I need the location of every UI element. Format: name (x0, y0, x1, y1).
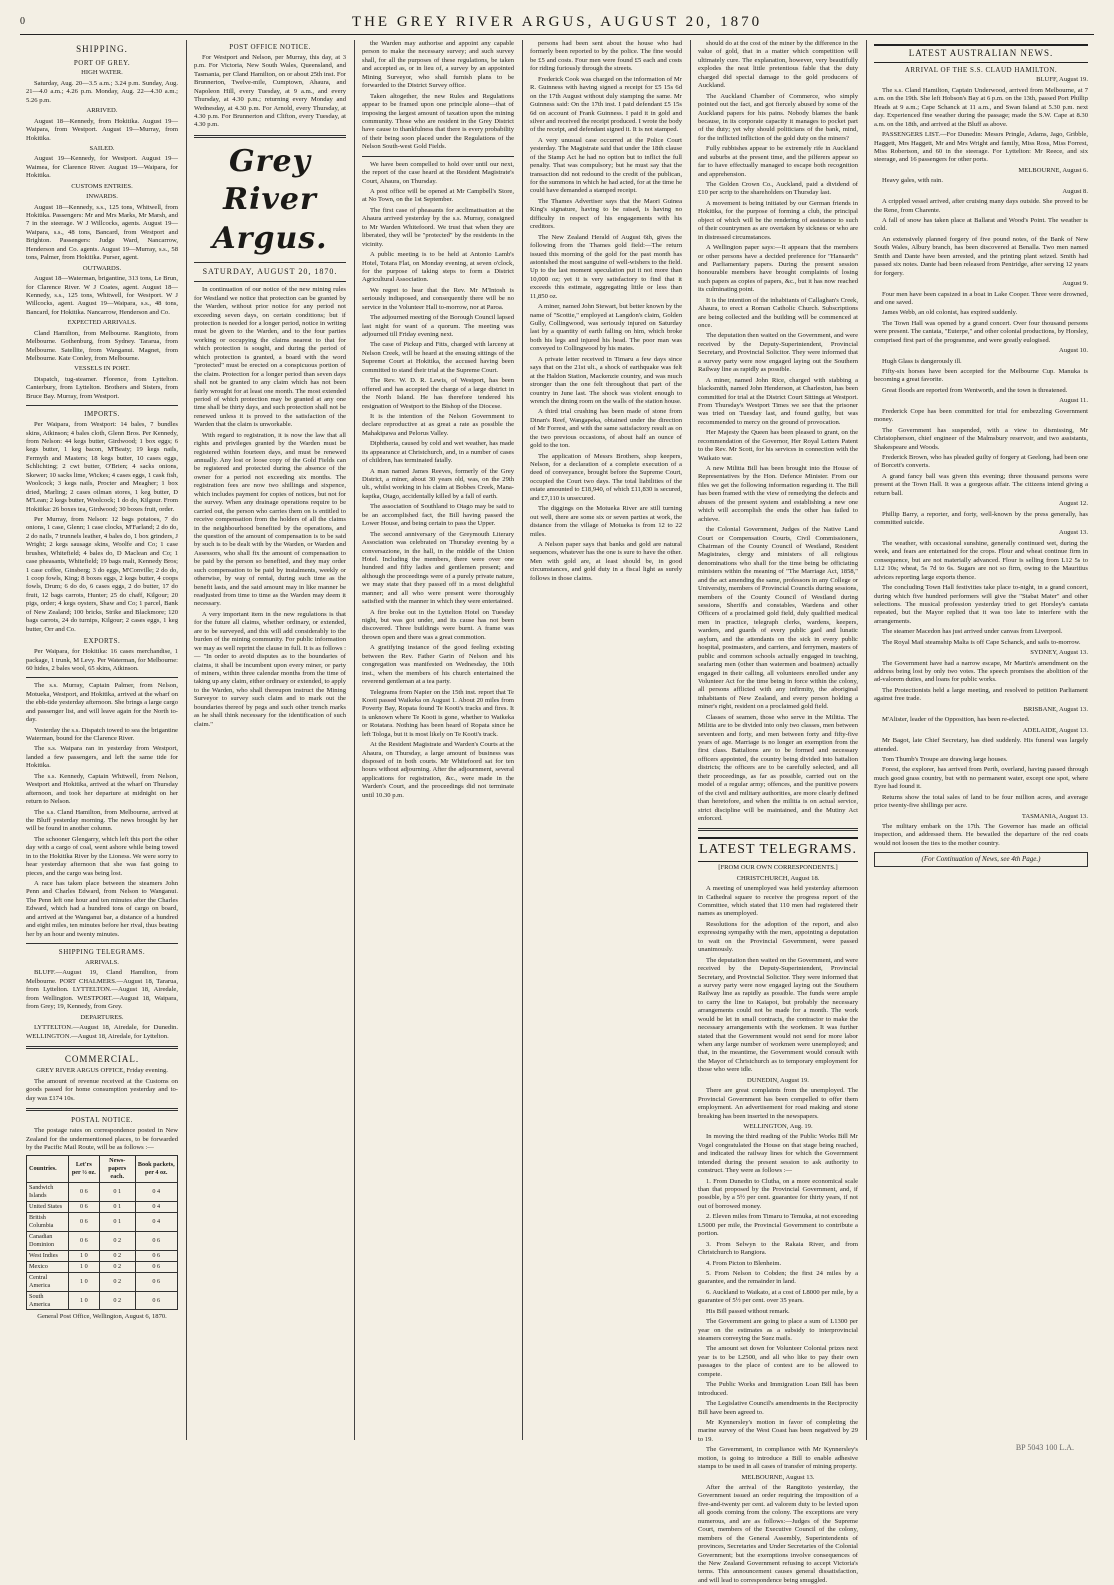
australian-news-item: The Protectionists held a large meeting, and resolved to petition Parliament against free trade. (874, 686, 1088, 703)
postal-rate-cell: 0 4 (135, 1183, 177, 1202)
postal-rate-row (27, 1250, 178, 1261)
wellington-telegram: In moving the third reading of the Public Works Bill Mr Vogel congratulated the House on that stage being reached, and indicated the railway lines for which the Government intended during the present session to ask authority to construct. They were as follows :— (698, 1133, 858, 1175)
editorial-paragraph: With regard to registration, it is now the law that all rights and privileges granted by the Warden must be registered within fourteen days, and must be renewed annually. Any lost or loose copy of the Gold Fields can be registered and protected during the absence of the owner for a period not exceeding six months. The registration fees are now two shillings and sixpence, which includes payment for copies of notices, but not for the survey. When any drainage operations require to be carried out, the person who carries them on is entitled to receive compensation from the holders of all the claims in the neighbourhood benefited by the operations, and the question of the amount of compensation is to be said by such is to be dealt with by the Warden, or Warden and Assessors, who shall fix the amount of compensation to be paid by the person so benefited, and they may order such compensation to be paid by instalments, weekly or otherwise, by way of rental, during such time as the benefit lasts, and the said amount may in like manner be readjusted from time to time as the Warden may deem it necessary. (194, 431, 346, 608)
australian-news-item: Four men have been capsized in a boat in Lake Cooper. Three were drowned, and one saved. (874, 290, 1088, 306)
post-office-heading: POST OFFICE NOTICE. (229, 43, 311, 51)
postal-rate-cell: 0 6 (135, 1261, 177, 1272)
inwards-heading: INWARDS. (86, 193, 118, 201)
postal-rate-cell: 0 6 (68, 1202, 99, 1213)
postal-rate-row (27, 1291, 178, 1310)
australian-news-item: The Royal Mail steamship Malta is off Cape Schanck, and sails to-morrow. (882, 638, 1081, 646)
australian-news-item: Fifty-six horses have been accepted for the Melbourne Cup. Manuka is becoming a great favorite. (874, 368, 1088, 384)
arrived-list: August 18—Kennedy, from Hokitika. August 19—Waipara, from Westport. August 19—Murray, from Hokitika. (26, 117, 178, 142)
local-news-paragraph: We have been compelled to hold over until our next, the report of the case heard at the Resident Magistrate's Court, Ahaura, on Thursday. (362, 160, 514, 185)
local-news-paragraph: The association of Southland to Otago may be said to be an accomplished fact, the Bill having passed the Lower House, and being certain to pass the Upper. (362, 503, 514, 528)
postal-rate-row (27, 1261, 178, 1272)
postal-column-header: Let'rs per ½ oz. (68, 1156, 99, 1183)
australian-news-heading: LATEST AUSTRALIAN NEWS. (874, 44, 1088, 63)
column-editorial (188, 40, 352, 1440)
australian-news-item: Forest, the explorer, has arrived from Perth, overland, having passed through much good grass country, but with no permanent water, except one spot, where Eyre had found it. (874, 766, 1088, 791)
tel-arrivals: BLUFF.—August 19, Cland Hamilton, from Melbourne. PORT CHALMERS.—August 18, Tararua, from Lyttelton. LYTTELTON.—August 18, Airedale, from Wellington. WESTPORT.—August 18, Waipara, from Grey; 19, Kennedy, from Grey. (26, 969, 178, 1011)
australian-dateline: ADELAIDE, August 13. (1022, 726, 1088, 734)
postal-rate-cell: 0 6 (68, 1213, 99, 1232)
postal-rate-cell: United States (27, 1202, 69, 1213)
news-paragraph: The deputation then waited on the Government, and were received by the Deputy-Superintendent, Provincial Secretary, and Provincial Solicitor. They were informed that a survey party were now engaged laying out the Southern Railway line as rapidly as possible. (698, 332, 858, 374)
exports-heading: EXPORTS. (83, 637, 121, 646)
shipping-news: The s.s. Cland Hamilton, from Melbourne, arrived at the Bluff yesterday morning. The news brought by her will be found in another column. (26, 808, 178, 833)
telegrams-source: [FROM OUR OWN CORRESPONDENTS.] (718, 864, 838, 872)
page-number: 0 (20, 16, 25, 27)
news-paragraph: A Nelson paper says that banks and gold are natural sequences, whatever has the one is sure to have the other. Men with gold are, at least should be, in good circumstances, and gold duty in a fiscal light as surely follows in those claims. (530, 540, 682, 582)
bluff-dateline: BLUFF, August 19. (1036, 76, 1088, 84)
postal-rate-cell: 0 6 (135, 1231, 177, 1250)
arrived-heading: ARRIVED. (86, 107, 118, 115)
editorial-paragraph: A very important item in the new regulations is that for the future all claims, whether ordinary, or extended, are to be surveyed, and this will add considerably to the burden of the mining community. For public information we may as well reprint the clause in full. It is as follows :— "In order to avoid disputes as to the boundaries of claims, it shall be incumbent upon every miner, or party of miners, within three calendar months from the time of taking up any claim, either ordinary or extended, to apply to the Warden, who shall thereupon instruct the Mining Surveyor to survey such claim and to mark out the boundaries thereof by pegs and such other trench marks as he shall think necessary for the identification of such claim." (194, 610, 346, 728)
local-news-paragraph: A public meeting is to be held at Antonio Lamb's Hotel, Totara Flat, on Monday evening, at seven o'clock, for the purpose of taking steps to form a District Agricultural Association. (362, 251, 514, 284)
shipping-heading: SHIPPING. (76, 44, 128, 54)
postal-rate-cell: South America (27, 1291, 69, 1310)
postal-rate-row (27, 1202, 178, 1213)
post-office-body: For Westport and Nelson, per Murray, this day, at 3 p.m. For Victoria, New South Wales, Queensland, and Tasmania, per Cland Hamilton, on or about 25th inst. For Brunnerton, Twelve-mile, Cumptown, Ahaura, and Napoleon Hill, every Tuesday, at 9 a.m., and every Thursday, at 4.30 p.m.; returning every Monday and Wednesday, at 4.30 p.m. For Arnold, every Thursday, at 4.30 p.m. For Brunnerton and Clifton, every Tuesday, at 4.30 p.m. (194, 53, 346, 129)
wellington-telegram: 6. Auckland to Waikato, at a cost of L8000 per mile, by a guarantee of 5½ per cent. over 35 years. (698, 1288, 858, 1305)
shipping-news: The s.s. Murray, Captain Palmer, from Nelson, Motueka, Westport, and Hokitika, arrived at the wharf on the ebb-tide yesterday afternoon. She brings a large cargo and passenger list, and will leave again for the North to-day. (26, 682, 178, 724)
postal-rate-cell: 0 2 (99, 1261, 135, 1272)
australian-dateline: August 12. (1059, 500, 1088, 508)
masthead-title: THE GREY RIVER ARGUS, AUGUST 20, 1870 (351, 14, 763, 30)
news-paragraph: A movement is being initiated by our German friends in Hokitika, for the purpose of forming a club, the principal object of which will be the rendering of assistance to such of their countrymen as are overtaken by sickness or who are in distressed circumstances. (698, 199, 858, 241)
postal-rate-row (27, 1231, 178, 1250)
wellington-telegram: His Bill passed without remark. (706, 1307, 790, 1315)
shipping-news: A race has taken place between the steamers John Penn and Charles Edward, from Nelson to Wanganui. The Penn left one hour and ten minutes after the Charles Edward, which had a hundred tons of cargo on board, and arrived at the Wanganui bar, a distance of a hundred and eight miles, ten minutes before her rival, thus beating her by an hour and twenty minutes. (26, 880, 178, 938)
local-news-paragraph: A man named James Reeves, formerly of the Grey District, a miner, about 30 years old, was, on the 29th ult., whilst working in his claim at Bobbes Creek, Mana-kapika, Otago, accidentally killed by a fall of earth. (362, 467, 514, 500)
wellington-telegram: 5. From Nelson to Cobden; the first 24 miles by a guarantee, and the remainder in land. (698, 1269, 858, 1286)
wellington-telegram: 3. From Selwyn to the Rakaia River, and from Christchurch to Rangiora. (698, 1240, 858, 1257)
wellington-telegram: The Government are going to place a sum of L1300 per year on the estimates as a subsidy to interprovincial steamers conveying the Suez mails. (698, 1318, 858, 1343)
column-australian-news (868, 40, 1094, 1440)
high-water-times: Saturday, Aug. 20—3.5 a.m.; 3.24 p.m. Sunday, Aug. 21—4.0 a.m.; 4.26 p.m. Monday, Aug. 22—4.30 a.m.; 5.26 p.m. (26, 79, 178, 104)
postal-rate-cell: Mexico (27, 1261, 69, 1272)
postal-rate-cell: 0 2 (99, 1291, 135, 1310)
column-4 (524, 40, 688, 1440)
latest-telegrams-heading: LATEST TELEGRAMS. (698, 837, 858, 862)
postal-rate-cell: 0 6 (68, 1183, 99, 1202)
postal-rate-cell: 0 2 (99, 1250, 135, 1261)
postal-rate-cell: British Columbia (27, 1213, 69, 1232)
militia-paragraph: the Colonial Government, Judges of the Native Land Court or Compensation Courts, Civil Commissioners, Chairman of the County Council of Westland, Resident Magistrates, clergy and ministers of all religious denominations who shall for the time being be officiating ministers within the meaning of "The Marriage Act, 1858," and the act amending the same, professors in any College or University, members of Provincial Councils during sessions, members of the County Council of Westland during sessions, Sheriffs and constables, Wardens and other Officers of a proclaimed gold field, duly qualified medical men in practice, telegraph clerks, wardens, keepers, warders, and guards of every public gaol and lunatic asylum, and the attendants on the sick in every public hospital, postmasters, and carriers, and ferrymen, masters of public and common schools actually engaged in teaching, seafaring men (other than watermen and boatmen) actually engaged in their calling, all volunteers enrolled under any Volunteer Act for the time being in force within the colony, all persons afflicted with any infirmity, the aboriginal inhabitants of New Zealand, and every person holding a miner's right, resident on a proclaimed gold field. (698, 526, 858, 711)
port-heading: PORT OF GREY. (73, 58, 131, 67)
commercial-heading: COMMERCIAL. (64, 1053, 140, 1064)
australian-dateline: August 13. (1059, 529, 1088, 537)
news-paragraph: Frederick Cook was charged on the information of Mr R. Guinness with having signed a receipt for £5 15s 6d on the 17th August without duly stamping the same. Mr Guinness said: On the 17th inst. I paid defendant £5 15s 6d on account of Frank Guinness. I paid it in gold and silver and received the receipt produced. I wrote the body of the receipt, and defendant signed it. It is not stamped. (530, 75, 682, 134)
australian-news-item: The Town Hall was opened by a grand concert. Over four thousand persons were present. The cantata, "Euterpe," and other colonial productions, by Horsley, comprised first part of the programme, and were greatly eulogised. (874, 319, 1088, 344)
news-paragraph: A new Militia Bill has been brought into the House of Representatives by the Hon. Defence Minister. From our files we get the following information regarding it. The Bill has been framed with the view of remedying the defects and abuses of the present system and establishing a new one which will accomplish the ends the other has failed to achieve. (698, 465, 858, 523)
tel-arrivals-heading: ARRIVALS. (85, 959, 119, 967)
melbourne-telegram: After the arrival of the Rangitoto yesterday, the Government issued an order requiring the imposition of a five-and-twenty per cent. ad valorem duty to be levied upon all goods coming from the colony. The exceptions are very numerous, and are as follows:—Judges of the Supreme Court, members of the Executive Council of the colony, members of the General Assembly, Superintendents of provinces, Secretaries and Under Secretaries of the Colonial Government; but the exemptions involve consequences of the New Zealand Government refusing to accept Victoria's terms. This announcement causes general dissatisfaction, and will lead to correspondence being smuggled. (698, 1484, 858, 1584)
news-paragraph: A Wellington paper says:—It appears that the members or other persons have a decided preference for "Hansards" and Parliamentary papers. During the present session honourable members have brought complaints of losing such papers as copies of papers, &c., but it has now reached its culminating point. (698, 244, 858, 294)
imports-heading: IMPORTS. (84, 410, 120, 419)
editorial-paragraph: In continuation of our notice of the new mining rules for Westland we notice that protection can be granted by the Warden, without prior notice for any period not exceeding seven days, on certain conditions; but if protection is needed for a longer period, notice in writing must be given to the Warden, and to the four parties working or occupying the claims nearest to that for which protection is sought, and during the period of which protection is granted, a board with the word "protected" must be erected on a conspicuous portion of the claim. Protection for a longer period than seven days shall not be granted to any claim which has not been fairly wrought for at least one month. The most extended period of which protection may be granted at any one time shall be thirty days, and such protection shall not be renewed unless it is proved to the satisfaction of the Warden that the claim is unworkable. (194, 286, 346, 429)
postal-rate-cell: 0 6 (68, 1231, 99, 1250)
melbourne-dateline: MELBOURNE, August 13. (741, 1473, 815, 1481)
wellington-telegram: 2. Eleven miles from Timaru to Temuka, at not exceeding L5000 per mile, the Provincial Government to contribute a portion. (698, 1213, 858, 1238)
local-news-paragraph: At the Resident Magistrate and Warden's Courts at the Ahaura, on Thursday, a large amount of business was disposed of in both courts. Mr Whitefoord sat for ten hours without adjourning. After the adjournment, several applications for registration, &c., were made in the Warden's Court, and the proceedings did not terminate until 10.30 p.m. (362, 741, 514, 799)
postal-intro: The postage rates on correspondence posted in New Zealand for the undermentioned places, to be forwarded by the Pacific Mail Route, will be as follows :— (26, 1127, 178, 1152)
commercial-body: The amount of revenue received at the Customs on goods passed for home consumption yesterday and to-day was £174 10s. (26, 1077, 178, 1102)
australian-news-item: Tom Thumb's Troupe are drawing large houses. (882, 755, 1008, 763)
australian-news-item: The concluding Town Hall festivities take place to-night, in a grand concert, during which five hundred performers will give the "Stabat Mater" and other selections. The musical profession yesterday tried to get Horsley's cantata repeated, but the Mayor replied that it was too late to interfere with the arrangements. (874, 584, 1088, 625)
australian-news-item: Returns show the total sales of land to be four million acres, and average price twenty-five shillings per acre. (874, 793, 1088, 810)
news-paragraph: The New Zealand Herald of August 6th, gives the following from the Thames gold field:—The return issued this morning of the gold for the past month has astonished the most sanguine of well-wishers to the field. Up to the last moment speculation put it not more than 10,000 oz; yet it is very satisfactory to find that it exceeds this estimate, aggregating little or less than 11,850 oz. (530, 233, 682, 300)
postal-signature: General Post Office, Wellington, August 6, 1870. (37, 1313, 167, 1321)
australian-news-item: Phillip Barry, a reporter, and forty, well-known by the press generally, has committed suicide. (874, 510, 1088, 527)
australian-news-item: A fall of snow has taken place at Ballarat and Wood's Point. The weather is cold. (874, 217, 1088, 233)
inwards-list: August 18—Kennedy, s.s., 125 tons, Whitwell, from Hokitika. Passengers: Mr and Mrs Marks, Mr Marsh, and 7 in the steerage. W J Willcocks, agents. August 19—Waipara, s.s., 48 tons, Bancard, from Westport and Brighton. Passengers: Judge Ward, Nancarrow, Henderson and Co. agents. August 19—Murray, s.s., 58 tons, Palmer, from Hokitika. Purser, agent. (26, 203, 178, 262)
wellington-telegram: The amount set down for Volunteer Colonial prizes next year is to be L2500, and all who like to pay their own passages to the place of contest are to be allowed to compete. (698, 1345, 858, 1378)
news-paragraph: persons had been sent about the house who had formerly been reported to by the police. The fine would be £5 and costs. Four men were found £5 each and costs for riding furiously through the streets. (530, 40, 682, 73)
postal-rate-cell: 0 6 (135, 1250, 177, 1261)
christchurch-telegram: Resolutions for the adoption of the report, and also expressing sympathy with the men, appointing a deputation to wait on the Provincial Government, were passed unanimously. (698, 920, 858, 954)
postal-rate-cell: 0 2 (99, 1272, 135, 1291)
australian-news-item: Frederick Brown, who has pleaded guilty of forgery at Geelong, had been one of Borcett's converts. (874, 453, 1088, 470)
postal-rate-cell: 1 0 (68, 1261, 99, 1272)
local-news-paragraph: Diphtheria, caused by cold and wet weather, has made its appearance at Christchurch, and, in a number of cases of children, has terminated fatally. (362, 440, 514, 465)
shipping-news: The schooner Glengarry, which left this port the other day with a cargo of coal, went ashore while being towed in to the Hokitika River by the Lioness. We were sorry to hear yesterday afternoon that she was fast going to pieces, and the cargo was being lost. (26, 835, 178, 877)
wellington-telegram: The Legislative Council's amendments in the Reciprocity Bill have been agreed to. (698, 1400, 858, 1416)
local-news-paragraph: The adjourned meeting of the Borough Council lapsed last night for want of a quorum. The meeting was adjourned till Friday evening next. (362, 314, 514, 338)
postal-rate-row (27, 1272, 178, 1291)
postal-rate-cell: Central America (27, 1272, 69, 1291)
customs-heading: CUSTOMS ENTRIES. (71, 182, 133, 190)
australian-dateline: MELBOURNE, August 6. (1018, 166, 1088, 174)
postal-rate-cell: 1 0 (68, 1250, 99, 1261)
news-paragraph: The Thames Advertiser says that the Maori Guinea King's signature, having to be raised, is having no difficulty in respect of his engagements with his creditors. (530, 197, 682, 231)
high-water-heading: HIGH WATER. (81, 69, 123, 77)
shipping-telegrams-heading: SHIPPING TELEGRAMS. (58, 948, 146, 957)
australian-news-item: A crippled vessel arrived, after cruising many days outside. She proved to be the Rene, from Charente. (874, 198, 1088, 214)
australian-dateline: August 10. (1059, 347, 1088, 355)
local-news-paragraph: The second anniversary of the Greymouth Literary Association was celebrated on Thursday evening by a conversazione, in the hall, in the middle of the Union Hotel. Including the members, there were over one hundred and fifty ladies and gentlemen present; and although the proceedings were of a purely private nature, we may state that they passed off in a most delightful manner; and all who were present were thoroughly satisfied with the manner in which they were entertained. (362, 530, 514, 606)
postal-rate-row (27, 1183, 178, 1202)
news-paragraph: The Auckland Chamber of Commerce, who simply pointed out the fact, and got fiercely abused by some of the Auckland papers for his pains. Nobody blames the bank because, in its corporate capacity it manages to pocket part of the duty; yet why should politicians of the bank, mind, for the inflicted infliction of the gold duty on the miners? (698, 92, 858, 142)
australian-news-item: The military embark on the 17th. The Governor has made an official inspection, and addressed them. He bewailed the departure of the red coats would not loosen the ties to the mother country. (874, 823, 1088, 847)
australian-dateline: August 11. (1059, 397, 1088, 405)
outwards-heading: OUTWARDS. (82, 264, 122, 272)
postal-rate-cell: West Indies (27, 1250, 69, 1261)
christchurch-dateline: CHRISTCHURCH, August 18. (736, 874, 820, 882)
australian-news-item: Frederick Cope has been committed for trial for embezzling Government money. (874, 407, 1088, 424)
exports-list: Per Waipara, for Hokitika: 16 cases merchandise, 1 package, 1 trunk, M Levy. Per Waterman, for Melbourne: 60 hides, 2 bales wool, 65 skins, Atkinson. (26, 648, 178, 672)
postal-rate-cell: 0 6 (135, 1272, 177, 1291)
expected-list: Cland Hamilton, from Melbourne. Rangitoto, from Melbourne. Gothenburg, from Sydney. Tararua, from Melbourne. Satellite, from Wanganui. Magnet, from Melbourne. Kate Conley, from Melbourne. (26, 329, 178, 363)
in-port-heading: VESSELS IN PORT. (74, 365, 130, 373)
imports-murray: Per Murray, from Nelson: 12 bags potatoes, 7 do onions, 1 case, Glenn; 1 case clocks, M'Farland; 2 do do, 2 do nails, 7 trunnels leather, 4 bales do, 1 box grinders, J Wright; 2 kegs sausage skins, Woolfe and Co; 1 case brushes, Whitefield; 4 bales do, D Maclean and Co; 1 case pheasants, Whitefield; 19 bags malt, Kennedy Bros; 1 case coffee, Ginsberg; 3 do eggs, M'Conville; 2 do do, 1 coop fowls, King; 8 boxes eggs, 2 kegs butter, 4 coops fowls, Drum; 6 do do, 6 cases eggs, 2 do butter, 17 do fruit, 12 bags carrots, Hunter; 25 do chaff, Kilgour; 20 pigs, order; 4 kegs oysters, Shaw and Co; 1 parcel, Bank of New Zealand; 100 bricks, Strike and Blackmore; 120 bags carrots, 24 do turnips, Kilgour; 2 cases eggs, 1 keg butter, Orr and Co. (26, 515, 178, 633)
postal-rate-cell: Canadian Dominion (27, 1231, 69, 1250)
issue-date: SATURDAY, AUGUST 20, 1870. (202, 267, 338, 277)
australian-dateline: TASMANIA, August 13. (1021, 812, 1088, 820)
australian-dateline: August 8. (1062, 187, 1088, 195)
outwards-list: August 18—Waterman, brigantine, 313 tons, Le Brun, for Clarence River. W J Coates, agent. August 18—Kennedy, s.s., 125 tons, Whitwell, for Westport. W J Willcocks, agent. August 19—Waipara, s.s., 48 tons, Bancard, for Hokitika. Nancarrow, Henderson and Co. (26, 275, 178, 316)
news-paragraph: A third trial crushing has been made of stone from Dinan's Reef, Wangapeka, obtained under the direction of Mr Forrest, and with the same satisfactory result as on the two previous occasions, of about half an ounce of gold to the ton. (530, 408, 682, 450)
postal-rate-row (27, 1213, 178, 1232)
commercial-office: GREY RIVER ARGUS OFFICE, Friday evening. (36, 1067, 168, 1075)
australian-news-item: Hugh Glass is dangerously ill. (882, 357, 962, 365)
local-news-paragraph: The case of Pickup and Fitts, charged with larceny at Nelson Creek, will be heard at the ensuing sittings of the Supreme Court at Hokitika, the accused having been committed to stand their trial at the Supreme Court. (362, 341, 514, 374)
australian-news-item: The s.s. Cland Hamilton, Captain Underwood, arrived from Melbourne, at 7 a.m. on the 19th. She left Hobson's Bay at 6 p.m. on the 13th, passed Port Phillip Heads at 9 a.m.; Cape Schanck at 11 a.m., and Swan Island at 5.30 p.m. next day. Experienced fine weather during the passage; made the S.W. Cape at 8.30 a.m. on the 18th, and arrived at the Bluff as above. (874, 86, 1088, 128)
australian-dateline: August 9. (1062, 280, 1088, 288)
postal-rate-cell: 0 4 (135, 1213, 177, 1232)
news-paragraph: should do at the cost of the miner by the difference in the value of gold, that in a matter which competition will ultimately cure. The explanation, however, very beautifully explodes the neat little pretentious fable that the duty charged did special damage to the gold producers of Auckland. (698, 40, 858, 90)
wellington-telegram: The Public Works and Immigration Loan Bill has been introduced. (698, 1381, 858, 1397)
news-paragraph: The diggings on the Motueka River are still turning out well, there are some six or seven parties at work, the distance from the village of Motueka is from 12 to 22 miles. (530, 505, 682, 538)
newspaper-nameplate: Grey River Argus. (212, 143, 328, 256)
wellington-telegram: 4. From Picton to Blenheim. (706, 1259, 782, 1267)
news-paragraph: A very unusual case occurred at the Police Court yesterday. The Magistrate said that under the 18th clause of the Stamp Act he had no option but to inflict the full penalty. That was compulsory; but he must say that the transaction did not redound to the credit of the publican, for the summons in which he had acted, for at the time he could have demanded a stamped receipt. (530, 136, 682, 195)
postal-rate-cell: 1 0 (68, 1291, 99, 1310)
in-port-list: Dispatch, tug-steamer. Florence, from Lyttelton. Canterbury, from Lyttelton. Brothers and Sisters, from Bruce Bay. Murray, from Westport. (26, 375, 178, 400)
column-local-news (356, 40, 520, 1440)
imports-list: Per Waipara, from Westport: 14 bales, 7 bundles skins, Atkinson; 4 bales cloth, Glenn Bros. Per Kennedy, from Nelson: 44 kegs butter, Girdwood; 1 box eggs; 6 kegs butter, 1 keg bacon, M'Beaty; 19 kegs nails, Fermyth and Masters; 18 kegs butter, 10 cases eggs, Schlichting; 2 cwt butter, O'Brien; 4 sacks onions, Skewer; 10 sacks lime, Wickes; 4 cases eggs, 1 cask fish, Woolcock; 3 kegs nails, Procter and Meagher; 1 box dried, Marling; 2 cases oilman stores, 1 keg butter, D M'Lean; 2 kegs butter, Woolcock; 1 do do, Kilgour. From Hokitika: 26 boxes tea, Girdwood; 30 boxes fruit, order. (26, 421, 178, 513)
tel-departures: LYTTELTON.—August 18, Airedale, for Dunedin. WELLINGTON.—August 18, Airedale, for Lyttelton. (26, 1024, 178, 1040)
masthead (20, 14, 1094, 35)
australian-news-item: The Government have had a narrow escape, Mr Martin's amendment on the address being lost by only two votes. The speech promises the abolition of the ad-valorem duties, and loans for public works. (874, 659, 1088, 684)
postal-rate-cell: 0 4 (135, 1202, 177, 1213)
postal-column-header: Book packets, per 4 oz. (135, 1156, 177, 1183)
sailed-list: August 19—Kennedy, for Westport. August 19—Waimea, for Clarence River. August 19—Waipara, for Hokitika. (26, 155, 178, 180)
australian-news-item: The steamer Macedon has just arrived under canvas from Liverpool. (882, 628, 1063, 636)
christchurch-telegram: A meeting of unemployed was held yesterday afternoon in Cathedral square to receive the progress report of the Committee, which stated that 110 men had registered their names as unemployed. (698, 885, 858, 918)
australian-news-item: The weather, with occasional sunshine, generally continued wet, during the week, and fears are entertained for the crops. Flour and wheat continue firm in consequence, but are not materially advanced. Flour is selling from L12 5s to L12 10s; wheat, 5s 7d to 6s. Sugars are not so firm, owing to the Mauritius advices reporting large exports thence. (874, 539, 1088, 581)
shipping-news: The s.s. Waipara ran in yesterday from Westport, landed a few passengers, and left the same tide for Hokitika. (26, 745, 178, 770)
local-news-paragraph: We regret to hear that the Rev. Mr M'Intosh is seriously indisposed, and consequently there will be no service in the Volunteer Hall to-morrow, nor at Paroa. (362, 286, 514, 311)
dunedin-telegram: There are great complaints from the unemployed. The Provincial Government has been compelled to offer them employment. An advertisement for road making and stone breaking has been inserted in the newspapers. (698, 1087, 858, 1120)
local-news-paragraph: A gratifying instance of the good feeling existing between the Rev. Father Garin of Nelson and his congregation was manifested on Wednesday, the 10th inst., when the members of his church entertained the reverend gentleman at a tea party. (362, 644, 514, 686)
australian-dateline: SYDNEY, August 13. (1030, 649, 1088, 657)
continuation-note: (For Continuation of News, see 4th Page.) (874, 852, 1088, 867)
australian-dateline: BRISBANE, August 13. (1023, 705, 1088, 713)
australian-news-item: Mr Bagot, late Chief Secretary, has died suddenly. His funeral was largely attended. (874, 737, 1088, 753)
postal-rates-table (26, 1155, 178, 1310)
australian-news-item: PASSENGERS LIST.—For Dunedin: Messrs Pringle, Adams, Jago, Gribble, Haggett, Mrs Haggett, Mr and Mrs Wright and family, Miss Ross, Miss Forrest, Miss Robertson, and 60 in the steerage. For Lyttelton: Mr Reece, and six steerage, and 16 passengers for other ports. (874, 131, 1088, 164)
dunedin-dateline: DUNEDIN, August 19. (747, 1076, 809, 1084)
australian-news-item: M'Alister, leader of the Opposition, has been re-elected. (882, 716, 1030, 724)
wellington-dateline: WELLINGTON, Aug. 19. (743, 1122, 813, 1130)
postal-rate-cell: 1 0 (68, 1272, 99, 1291)
militia-paragraph: Classes of seamen, those who serve in the Militia. The Militia are to be divided into only two classes, men between seventeen and forty, and men between forty and fifty-five years of age. Marriage is no longer an exemption from the first class. Battalions are to be formed and necessary officers appointed, the country being divided into battalion districts; the officers are to be carefully selected, and all their proceedings, as far as possible, carried out on the model of a regular army; offences, and the punitive powers of the civil and military authorities, are more clearly defined than heretofore, and when the militia is on actual service, strict discipline will be maintained, and the Mutiny Act enforced. (698, 713, 858, 822)
christchurch-telegram: The deputation then waited on the Government, and were received by the Deputy-Superintendent, Provincial Secretary, and Provincial Solicitor. They were informed that a survey party were now engaged laying out the Southern Railway line as rapidly as possible. The funds were ample to carry the line to Kaiapoi, but probably the necessary arrangements could not be made for a month. The work would be let in small contracts, the contractor to make the necessary arrangements with the workmen. It was further stated that the Government would not send for more labor when any large number of workmen were unemployed; and that, in the meantime, the Government would consult with the Mayor of Christchurch as to temporary employment for those who were idle. (698, 956, 858, 1074)
local-news-paragraph: Telegrams from Napier on the 15th inst. report that Te Kooti passed Waikeka on August 1. About 20 miles from Poverty Bay, Ropata found Te Kooti's tracks and fires. It is unknown where Te Kooti is gone, whether to Waikeka or Rotatara. Nothing has been heard of Ropata since he left Tologa, but it is most likely on Te Kooti's track. (362, 688, 514, 738)
local-news-paragraph: The first case of pheasants for acclimatisation at the Ahaura arrived yesterday by the s.s. Murray, consigned to Mr Warden Whitefoord. We trust that when they are liberated, they will be "protected" by the residents in the vicinity. (362, 206, 514, 248)
wellington-telegram: The Government, in compliance with Mr Kynnersley's motion, is going to introduce a Bill to enable adhesive stamps to be used in all cases of transfer of mining property. (698, 1446, 858, 1471)
postal-column-header: Countries. (27, 1156, 69, 1183)
footer-mark: BP 5043 100 L.A. (1015, 1443, 1074, 1452)
local-news-paragraph: It is the intention of the Nelson Government to declare reproductive at as great a rate as possible the Mahakipawa and Pelorus Valley. (362, 412, 514, 437)
wellington-telegram: Mr Kynnersley's motion in favor of completing the marine survey of the West Coast has been negatived by 29 to 19. (698, 1418, 858, 1443)
australian-news-item: An extensively planned forgery of five pound notes, of the Bank of New South Wales, Albury branch, has been discovered at Benalla. Two men named Smith and Dante have been arrested, and the printing plant seized. Smith had passed six notes. Dante had been released from Pentridge, after serving 12 years for forgery. (874, 235, 1088, 277)
postal-rate-cell: 0 1 (99, 1202, 135, 1213)
expected-heading: EXPECTED ARRIVALS. (67, 319, 137, 327)
shipping-news: The s.s. Kennedy, Captain Whitwell, from Nelson, Westport and Hokitika, arrived at the wharf on Thursday afternoon, and took her departure at midnight on her return to Nelson. (26, 772, 178, 806)
news-paragraph: A miner, named John Stewart, but better known by the name of "Scottie," employed at Langdon's claim, Golden Gully, Collingwood, was seriously injured on Saturday last by a quantity of earth falling on him, which broke both his legs and injured his head. The poor man was conveyed to Collingwood by his mates. (530, 303, 682, 353)
news-paragraph: The Golden Crown Co., Auckland, paid a dividend of £10 per scrip to the shareholders on Thursday last. (698, 181, 858, 197)
column-telegrams (692, 40, 864, 1584)
shipping-news: Yesterday the s.s. Dispatch towed to sea the brigantine Waterman, bound for the Clarence River. (26, 726, 178, 742)
news-paragraph: The application of Messrs Brothers, shop keepers, Nelson, for a declaration of a complete execution of a deed of conveyance, brought before the Supreme Court, occupied the Court two days. The total liabilities of the estate amounted to £18,940, of which £11,830 is secured, and £7,110 is unsecured. (530, 452, 682, 502)
news-paragraph: It is the intention of the inhabitants of Callaghan's Creek, Ahaura, to erect a Roman Catholic Church. Subscriptions are being collected and the building will be commenced at once. (698, 296, 858, 329)
australian-news-item: Heavy gales, with rain. (882, 177, 943, 185)
tel-departures-heading: DEPARTURES. (80, 1013, 124, 1021)
postal-rate-cell: 0 1 (99, 1213, 135, 1232)
editorial-paragraph: the Warden may authorise and appoint any capable person to make the necessary survey; and such survey shall, for all the purposes of these regulations, be taken and accepted as, or in lieu of, a survey by an appointed Mining Surveyor, who shall furnish plans to be forwarded to the District Survey office. (362, 40, 514, 90)
local-news-paragraph: A post office will be opened at Mr Campbell's Store, at No Town, on the 1st September. (362, 188, 514, 204)
column-shipping (20, 40, 184, 1440)
postal-heading: POSTAL NOTICE. (71, 1116, 133, 1125)
editorial-paragraph: Taken altogether, the new Rules and Regulations appear to be framed upon one principle alone—that of imposing the largest amount of taxation upon the mining community. Those who are resident in the Grey District have cause to thankfulness that there is every probability of their being soon placed under the Regulations of the Nelson South-west Gold Fields. (362, 92, 514, 151)
australian-news-sub: ARRIVAL OF THE S.S. CLAUD HAMILTON. (904, 65, 1058, 74)
australian-news-item: Great floods are reported from Wentworth, and the town is threatened. (882, 386, 1068, 394)
australian-news-item: James Webb, an old colonist, has expired suddenly. (882, 309, 1018, 317)
postal-rate-cell: 0 2 (99, 1231, 135, 1250)
local-news-paragraph: The Rev. W. D. R. Lewis, of Westport, has been offered and has accepted the charge of a large district in the North Island. He has therefore tendered his resignation of Westport to the Bishop of the Diocese. (362, 377, 514, 410)
postal-rate-cell: 0 6 (135, 1291, 177, 1310)
sailed-heading: SAILED. (89, 144, 115, 152)
news-paragraph: Her Majesty the Queen has been pleased to grant, on the recommendation of the Governor, Her Royal Letters Patent to the Rev. Mr Scott, for his services in connection with the Waikato war. (698, 429, 858, 462)
postal-rate-cell: Sandwich Islands (27, 1183, 69, 1202)
wellington-telegram: 1. From Dunedin to Clutha, on a more economical scale than that proposed by the Provincial Government, and, if possible, by a 5½ per cent. guarantee for thirty years, if not out of borrowed money. (698, 1177, 858, 1210)
news-paragraph: A miner, named John Rice, charged with stabbing a blacksmith, named John Henderson, at Charleston, has been committed for trial at the District Court Sittings at Westport. From Thursday's Westport Times we see that the prisoner was tried on Tuesday last, and found guilty, but was recommended to mercy on the ground of provocation. (698, 376, 858, 426)
postal-column-header: News-papers each. (99, 1156, 135, 1183)
postal-rate-cell: 0 1 (99, 1183, 135, 1202)
australian-news-item: A grand fancy ball was given this evening; three thousand persons were present at the Town Hall. It was a gorgeous affair. The citizens intend giving a return ball. (874, 472, 1088, 497)
australian-news-item: The Government has suspended, with a view to dismissing, Mr Christopherson, chief engineer of the Malmsbury reservoir, and two assistants, Shakespeare and Woods. (874, 426, 1088, 451)
local-news-paragraph: A fire broke out in the Lyttelton Hotel on Tuesday night, but was got under, and its cause has not been discovered. Three buildings were burnt. A frame was thrown open and there was a great commotion. (362, 608, 514, 641)
news-paragraph: A private letter received in Timaru a few days since says that on the 21st ult., a shock of earthquake was felt at the Haldon Station, Mackenzie country, and was much stronger than the one felt throughout that part of the country in June last. The shock was violent enough to wrench the dining room on the walls of the station house. (530, 355, 682, 405)
news-paragraph: Fully rubbishes appear to be extremely rife in Auckland and suburbs at the present time, and the pilferers appear so far to have effectually managed to escape both recognition and apprehension. (698, 145, 858, 178)
